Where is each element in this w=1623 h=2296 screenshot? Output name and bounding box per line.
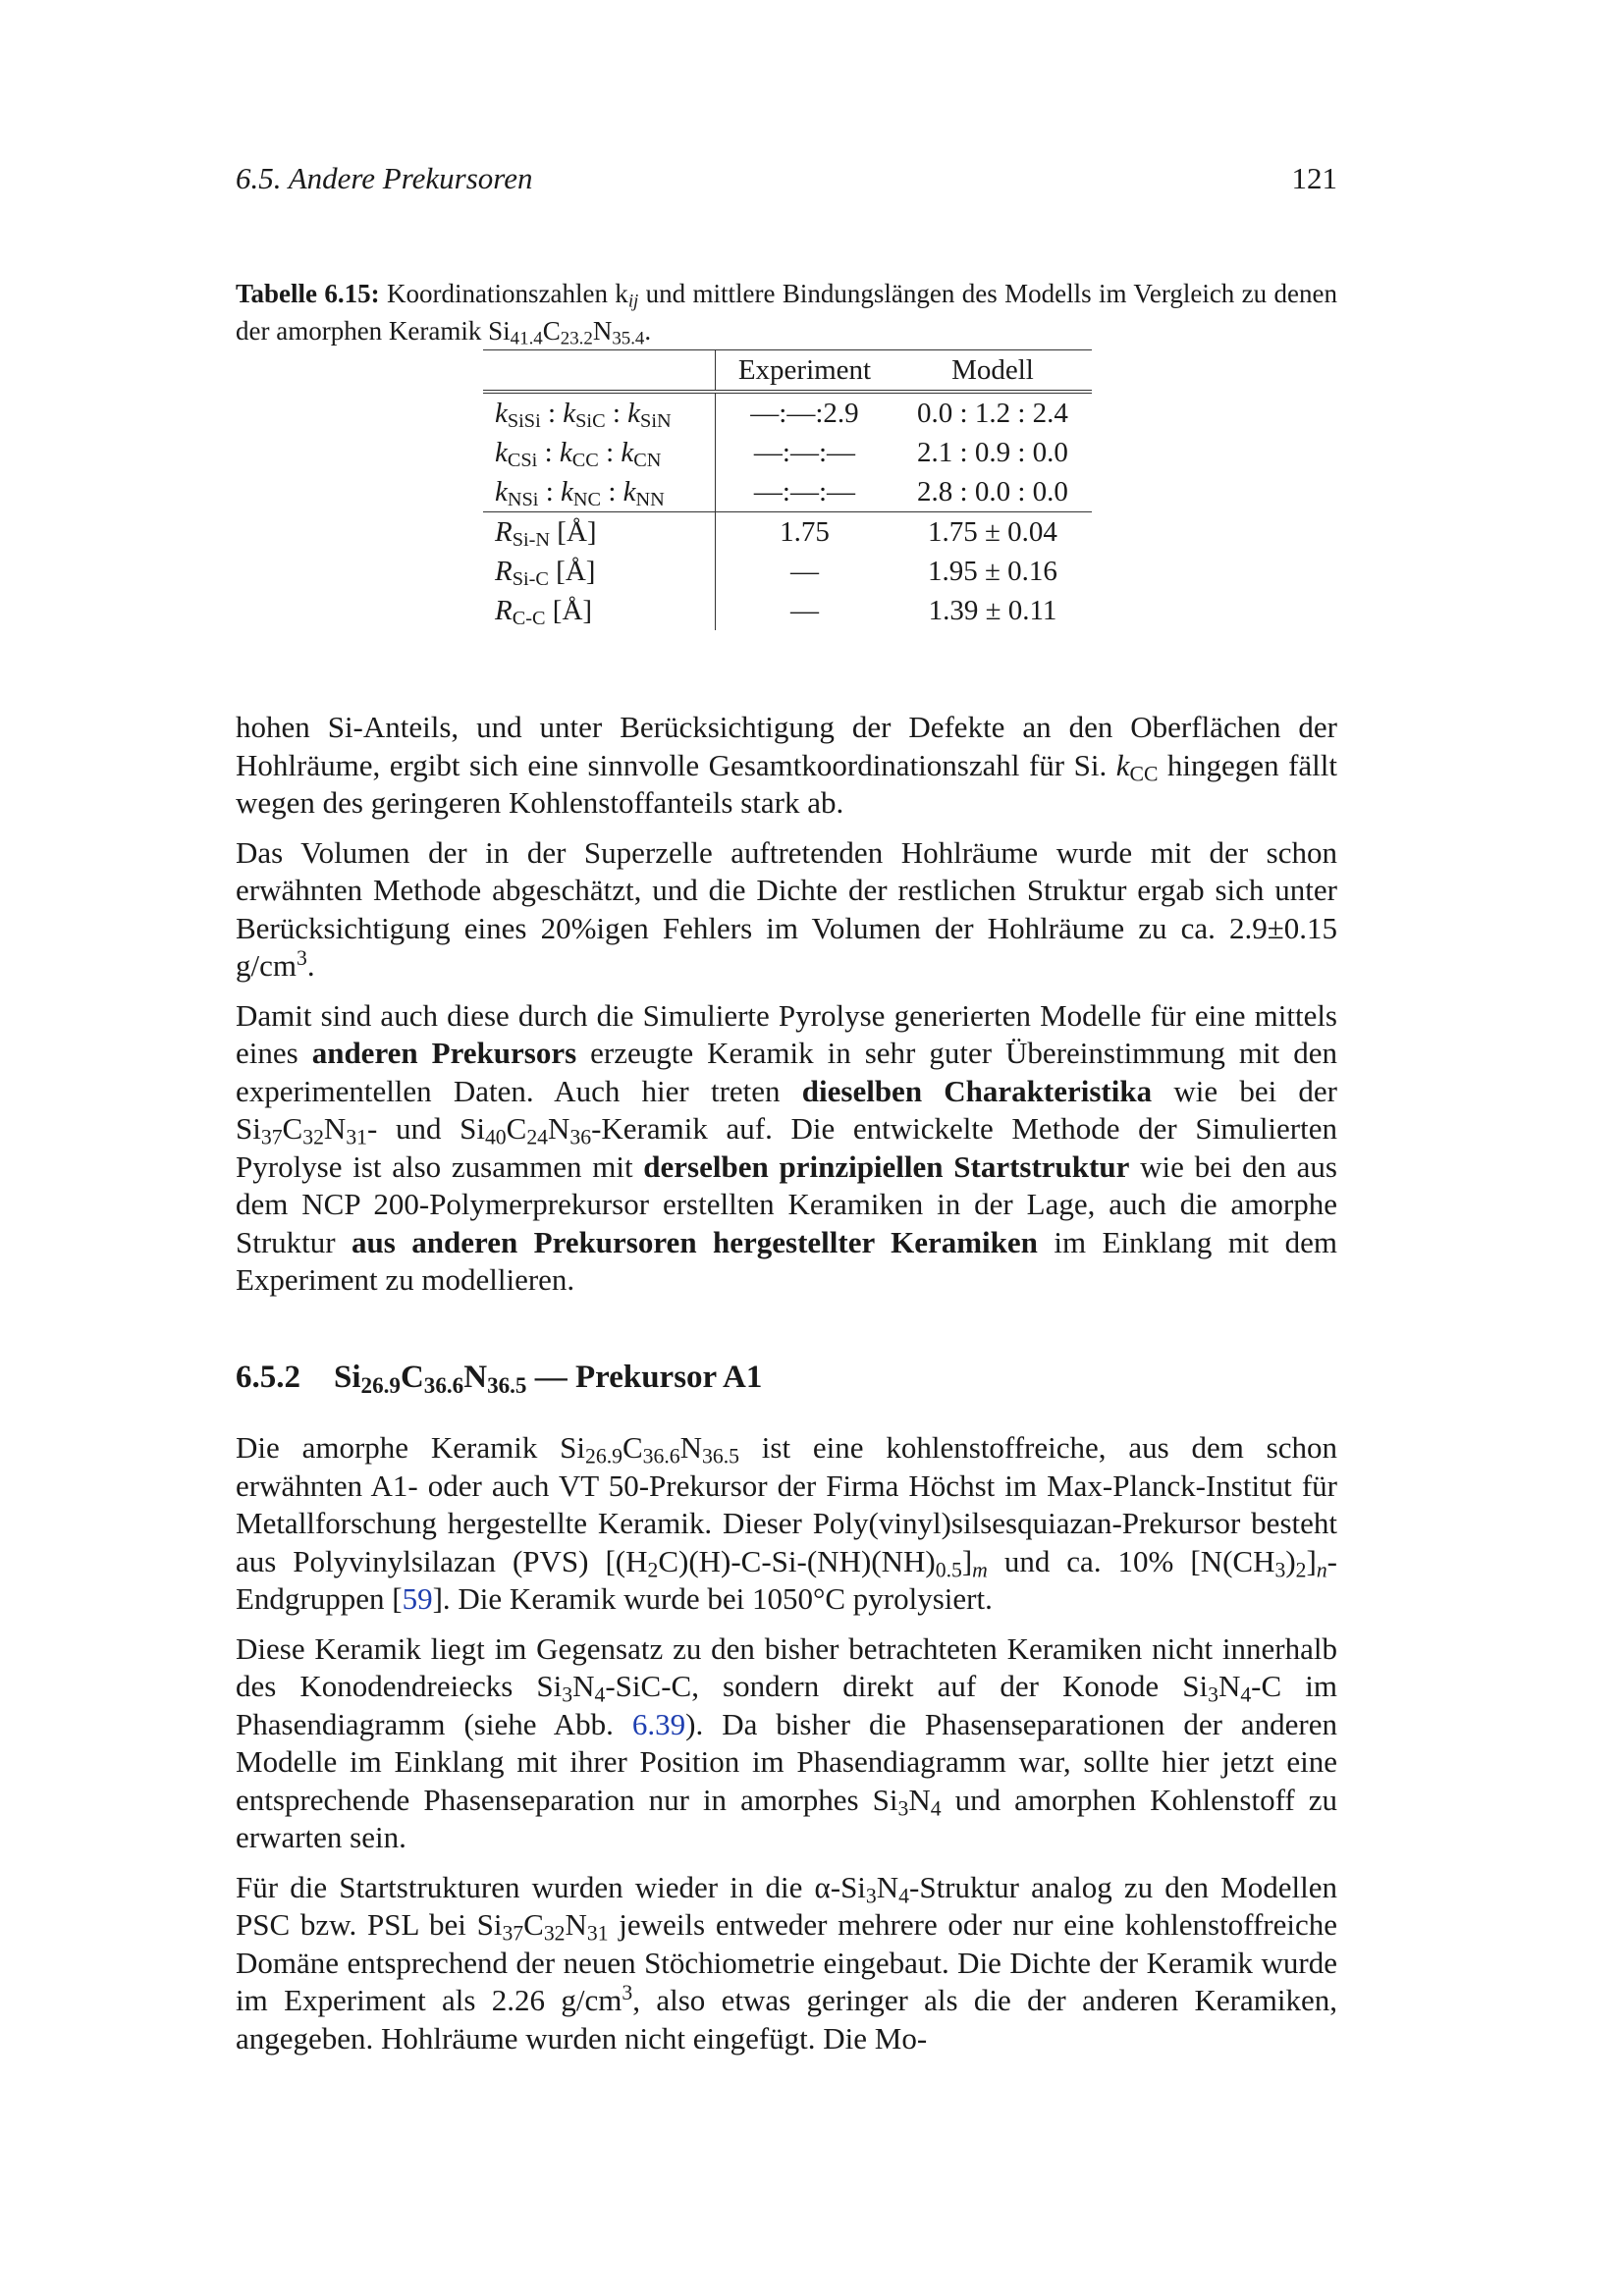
cell-experiment: —:—:—	[753, 437, 856, 468]
running-title: 6.5. Andere Prekursoren	[236, 161, 533, 195]
row-label: $k_{CSi}$ : $k_{CC}$ : $k_{CN}$	[483, 433, 716, 472]
figure-ref-link[interactable]: 6.39	[631, 1706, 686, 1741]
row-label: $R_{Si-N}$ [Å]	[483, 512, 716, 553]
coordination-table	[483, 349, 1092, 630]
caption-n: N	[592, 316, 613, 346]
cell-modell: 2.1 : 0.9 : 0.0	[917, 437, 1068, 468]
body-text-top	[236, 709, 1337, 1311]
table-row	[483, 591, 1092, 630]
paragraph: Damit sind auch diese durch die Simulierte Pyrolyse generierten Modelle für eine mittels eines anderen Prekursors erzeugte Keramik in sehr guter Übereinstimmung mit den experimentellen Daten. Auch hier treten dieselben Charakteristika wie bei der $Si_{37}C_{32}N_{31}-$ und $Si_{40}C_{24}N_{36}$-Keramik auf. Die entwickelte Methode der Simulierten Pyrolyse ist also zusammen mit derselben prinzipiellen Startstruktur wie bei den aus dem NCP 200-Polymerprekursor erstellten Keramiken in der Lage, auch die amorphe Struktur aus anderen Prekursoren hergestellter Keramiken im Einklang mit dem Experiment zu modellieren.	[236, 997, 1337, 1297]
cell-modell: 1.39 ± 0.11	[928, 595, 1057, 626]
caption-n-sub: 35.4	[612, 328, 645, 349]
row-label: $R_{C-C}$ [Å]	[483, 591, 716, 630]
header-experiment: Experiment	[716, 350, 893, 393]
cell-modell: 2.8 : 0.0 : 0.0	[917, 476, 1068, 507]
table-row	[483, 512, 1092, 553]
table-row	[483, 433, 1092, 472]
header-empty-cell	[483, 350, 716, 393]
citation-link[interactable]: 59	[402, 1581, 433, 1616]
cell-experiment: —	[789, 556, 819, 587]
table-header-row	[483, 350, 1092, 393]
table-row	[483, 392, 1092, 433]
row-label: $k_{NSi}$ : $k_{NC}$ : $k_{NN}$	[483, 472, 716, 512]
table-row	[483, 472, 1092, 512]
caption-text: Koordinationszahlen k	[387, 279, 628, 308]
table-row	[483, 552, 1092, 591]
cell-experiment: 1.75	[716, 512, 893, 553]
caption-sub: ij	[627, 291, 639, 312]
caption-c-sub: 23.2	[560, 328, 593, 349]
body-text-bottom	[236, 1429, 1337, 2069]
page-number: 121	[1291, 161, 1337, 195]
cell-modell: 0.0 : 1.2 : 2.4	[917, 398, 1068, 429]
paragraph: hohen Si-Anteils, und unter Berücksichtigung der Defekte an den Oberflächen der Hohlräume, ergibt sich eine sinnvolle Gesamtkoordinationszahl für Si. $k_{CC}$ hingegen fällt wegen des geringeren Kohlenstoffanteils stark ab.	[236, 710, 1337, 820]
caption-label: Tabelle 6.15:	[236, 279, 380, 308]
paragraph: Das Volumen der in der Superzelle auftretenden Hohlräume wurde mit der schon erwähnten Methode abgeschätzt, und die Dichte der restlichen Struktur ergab sich unter Berücksichtigung eines 20%igen Fehlers im Volumen der Hohlräume zu ca. 2.9±0.15 $g/cm^3$.	[236, 834, 1337, 983]
page-header	[236, 161, 1337, 204]
table-caption	[236, 275, 1337, 349]
section-heading: 6.5.2 $Si_{26.9}C_{36.6}N_{36.5}$ — Prekursor A1	[236, 1360, 763, 1398]
cell-experiment: —:—:2.9	[750, 398, 859, 429]
caption-text-rest: und mittlere Bindungslängen des Modells im Vergleich zu denen der amorphen Keramik Si	[236, 279, 1337, 346]
cell-experiment: —	[789, 595, 819, 626]
cell-experiment: —:—:—	[753, 476, 856, 507]
caption-c: C	[542, 316, 561, 346]
section-number: 6.5.2	[236, 1360, 300, 1395]
cell-modell: 1.75 ± 0.04	[893, 512, 1092, 553]
cell-modell: 1.95 ± 0.16	[928, 556, 1057, 587]
caption-end: .	[644, 316, 652, 346]
paragraph: Für die Startstrukturen wurden wieder in die $\alpha-Si_3N_4$-Struktur analog zu den Modellen PSC bzw. PSL bei $Si_{37}C_{32}N_{31}$ jeweils entweder mehrere oder nur eine kohlenstoffreiche Domäne entsprechend der neuen Stöchiometrie eingebaut. Die Dichte der Keramik wurde im Experiment als 2.26 $g/cm^3$, also etwas geringer als die der anderen Keramiken, angegeben. Hohlräume wurden nicht eingefügt. Die Mo-	[236, 1869, 1337, 2056]
row-label: $R_{Si-C}$ [Å]	[483, 552, 716, 591]
header-modell: Modell	[893, 350, 1092, 393]
paragraph: Diese Keramik liegt im Gegensatz zu den bisher betrachteten Keramiken nicht innerhalb des Konodendreiecks $Si_3N_4-SiC-C$, sondern direkt auf der Konode $Si_3N_4-C$ im Phasendiagramm (siehe Abb. 6.39). Da bisher die Phasenseparationen der anderen Modelle im Einklang mit ihrer Position im Phasendiagramm war, sollte hier jetzt eine entsprechende Phasenseparation nur in amorphes $Si_3N_4$ und amorphen Kohlenstoff zu erwarten sein.	[236, 1630, 1338, 1854]
row-label: $k_{SiSi}$ : $k_{SiC}$ : $k_{SiN}$	[483, 392, 716, 433]
paragraph: Die amorphe Keramik $Si_{26.9}C_{36.6}N_{36.5}$ ist eine kohlenstoffreiche, aus dem schon erwähnten A1- oder auch VT 50-Prekursor der Firma Höchst im Max-Planck-Institut für Metallforschung hergestellte Keramik. Dieser Poly(vinyl)silsesquiazan-Prekursor besteht aus Polyvinylsilazan (PVS) $[(H_2C)(H)-C-Si-(NH)(NH)_{0.5}]_m$ und ca. 10% $[N(CH_3)_2]_n$-Endgruppen [59]. Die Keramik wurde bei 1050°C pyrolysiert.	[236, 1430, 1337, 1616]
caption-si-sub: 41.4	[510, 328, 543, 349]
